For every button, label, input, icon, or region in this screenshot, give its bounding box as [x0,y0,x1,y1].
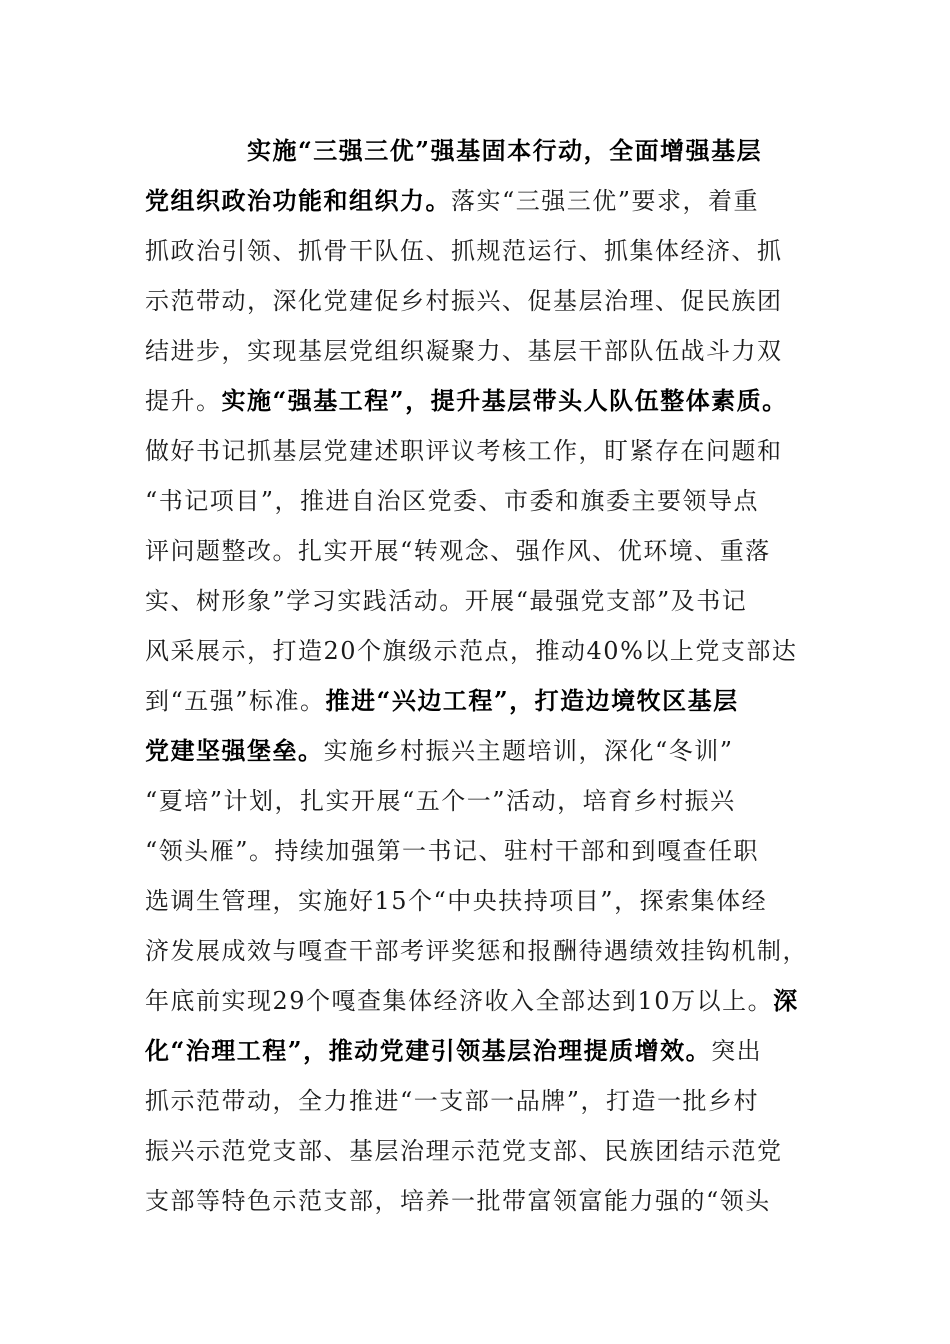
text-line [145,676,805,726]
text-line [145,126,805,176]
body-text: 实施乡村振兴主题培训，深化“冬训” [323,737,734,765]
body-text: 抓政治引领、抓骨干队伍、抓规范运行、抓集体经济、抓 [145,237,783,265]
body-text: 提升。 [145,387,222,415]
body-text: 评问题整改。扎实开展“转观念、强作风、优环境、重落 [145,537,771,565]
bold-heading-text: 党建坚强堡垒。 [145,736,324,765]
text-line [145,576,805,626]
text-line [145,376,805,426]
text-line [145,276,805,326]
text-line [145,826,805,876]
body-text: 支部等特色示范支部，培养一批带富领富能力强的“领头 [145,1187,771,1215]
text-line [145,326,805,376]
body-text: 到“五强”标准。 [145,687,326,715]
bold-heading-text: 推进“兴边工程”，打造边境牧区基层 [325,686,739,715]
body-text: 做好书记抓基层党建述职评议考核工作，盯紧存在问题和 [145,437,783,465]
text-line [145,776,805,826]
text-line [145,1176,805,1226]
text-line [145,176,805,226]
body-text: “书记项目”，推进自治区党委、市委和旗委主要领导点 [145,487,760,515]
text-line [145,476,805,526]
bold-heading-text: 实施“强基工程”，提升基层带头人队伍整体素质。 [221,386,788,415]
text-line [145,976,805,1026]
text-line [145,876,805,926]
body-text: 突出 [711,1037,763,1065]
body-text: 选调生管理，实施好15个“中央扶持项目”，探索集体经 [145,887,768,915]
body-text: 年底前实现29个嘎查集体经济收入全部达到10万以上。 [145,987,774,1015]
body-text: 风采展示，打造20个旗级示范点，推动40%以上党支部达 [145,637,798,665]
bold-heading-text: 化“治理工程”，推动党建引领基层治理提质增效。 [145,1036,712,1065]
body-text: 落实“三强三优”要求，着重 [451,187,760,215]
body-text: 结进步，实现基层党组织凝聚力、基层干部队伍战斗力双 [145,337,783,365]
body-text: 振兴示范党支部、基层治理示范党支部、民族团结示范党 [145,1137,783,1165]
bold-heading-text: 党组织政治功能和组织力。 [145,186,451,215]
body-text: 实、树形象”学习实践活动。开展“最强党支部”及书记 [145,587,748,615]
text-line [145,426,805,476]
body-paragraph [145,126,808,1226]
text-line [145,726,805,776]
text-line [145,226,805,276]
text-line [145,1076,805,1126]
body-text: 抓示范带动，全力推进“一支部一品牌”，打造一批乡村 [145,1087,760,1115]
text-line [145,626,805,676]
text-line [145,1026,805,1076]
body-text: “领头雁”。持续加强第一书记、驻村干部和到嘎查任职 [145,837,760,865]
text-line [145,926,808,976]
text-line [145,1126,805,1176]
text-line [145,526,805,576]
bold-heading-text: 深 [773,986,799,1015]
body-text: 济发展成效与嘎查干部考评奖惩和报酬待遇绩效挂钩机制， [145,937,808,965]
body-text: 示范带动，深化党建促乡村振兴、促基层治理、促民族团 [145,287,783,315]
bold-heading-text: 实施“三强三优”强基固本行动，全面增强基层 [247,136,763,165]
body-text: “夏培”计划，扎实开展“五个一”活动，培育乡村振兴 [145,787,736,815]
